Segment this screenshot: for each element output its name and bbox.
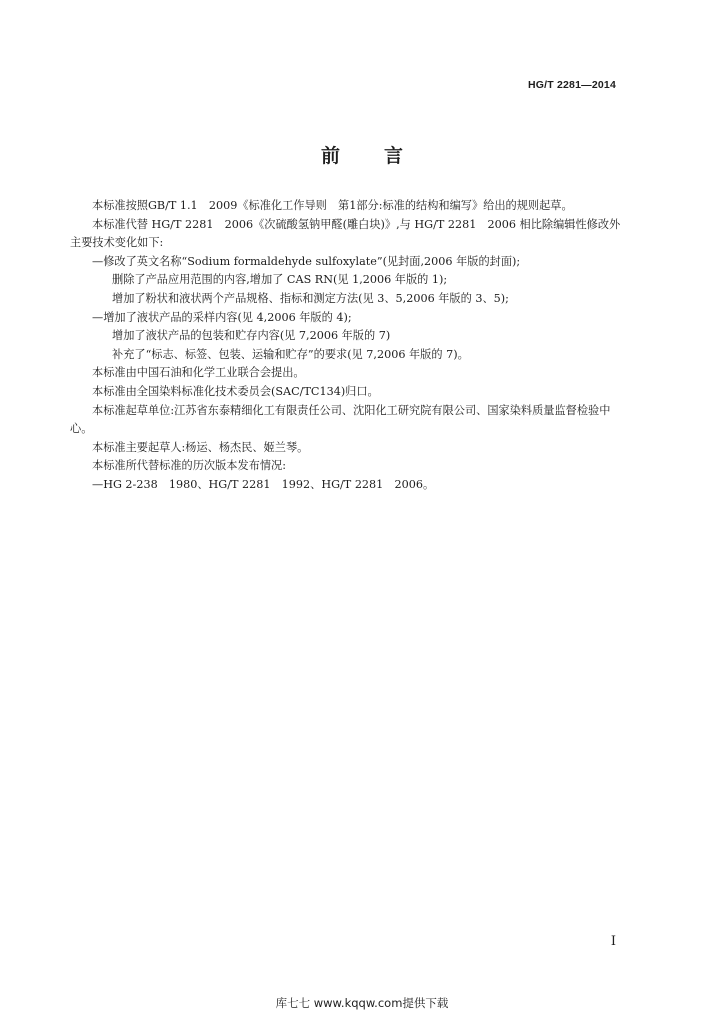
change-item: —增加了液状产品的采样内容(见 4,2006 年版的 4); bbox=[92, 310, 352, 324]
change-item: —修改了英文名称“Sodium formaldehyde sulfoxylate”(见封面,2006 年版的封面); bbox=[92, 254, 521, 268]
paragraph-drafters: 本标准主要起草人:杨运、杨杰民、姬兰琴。 bbox=[92, 440, 309, 454]
paragraph-replaces: 本标准代替 HG/T 2281 2006《次硫酸氢钠甲醛(雕白块)》,与 HG/T 2281 2006 相比除编辑性修改外主要技术变化如下: bbox=[70, 217, 621, 250]
history-item: —HG 2-238 1980、HG/T 2281 1992、HG/T 2281 2006。 bbox=[92, 477, 435, 491]
title-char-2: 言 bbox=[384, 145, 404, 167]
paragraph-history-intro: 本标准所代替标准的历次版本发布情况: bbox=[92, 459, 286, 473]
change-item: 补充了“标志、标签、包装、运输和贮存”的要求(见 7,2006 年版的 7)。 bbox=[112, 347, 469, 361]
title-char-1: 前 bbox=[320, 145, 340, 167]
paragraph-drafting-units: 本标准起草单位:江苏省东泰精细化工有限责任公司、沈阳化工研究院有限公司、国家染料质量监督检验中心。 bbox=[70, 403, 611, 436]
foreword-body bbox=[70, 197, 626, 495]
download-footer: 库七七 www.kqqw.com提供下载 bbox=[275, 996, 449, 1010]
document-code: HG/T 2281—2014 bbox=[527, 79, 616, 91]
paragraph-under-jurisdiction: 本标准由全国染料标准化技术委员会(SAC/TC134)归口。 bbox=[92, 384, 379, 398]
paragraph-proposed-by: 本标准由中国石油和化学工业联合会提出。 bbox=[92, 366, 305, 380]
page-number: I bbox=[610, 934, 616, 949]
paragraph-drafting-rules: 本标准按照GB/T 1.1 2009《标准化工作导则 第1部分:标准的结构和编写》给出的规则起草。 bbox=[92, 199, 573, 212]
change-item: 增加了液状产品的包装和贮存内容(见 7,2006 年版的 7) bbox=[112, 329, 391, 343]
change-item: 删除了产品应用范围的内容,增加了 CAS RN(见 1,2006 年版的 1); bbox=[112, 273, 448, 287]
page-title bbox=[0, 141, 724, 168]
change-item: 增加了粉状和液状两个产品规格、指标和测定方法(见 3、5,2006 年版的 3、5); bbox=[112, 291, 509, 305]
